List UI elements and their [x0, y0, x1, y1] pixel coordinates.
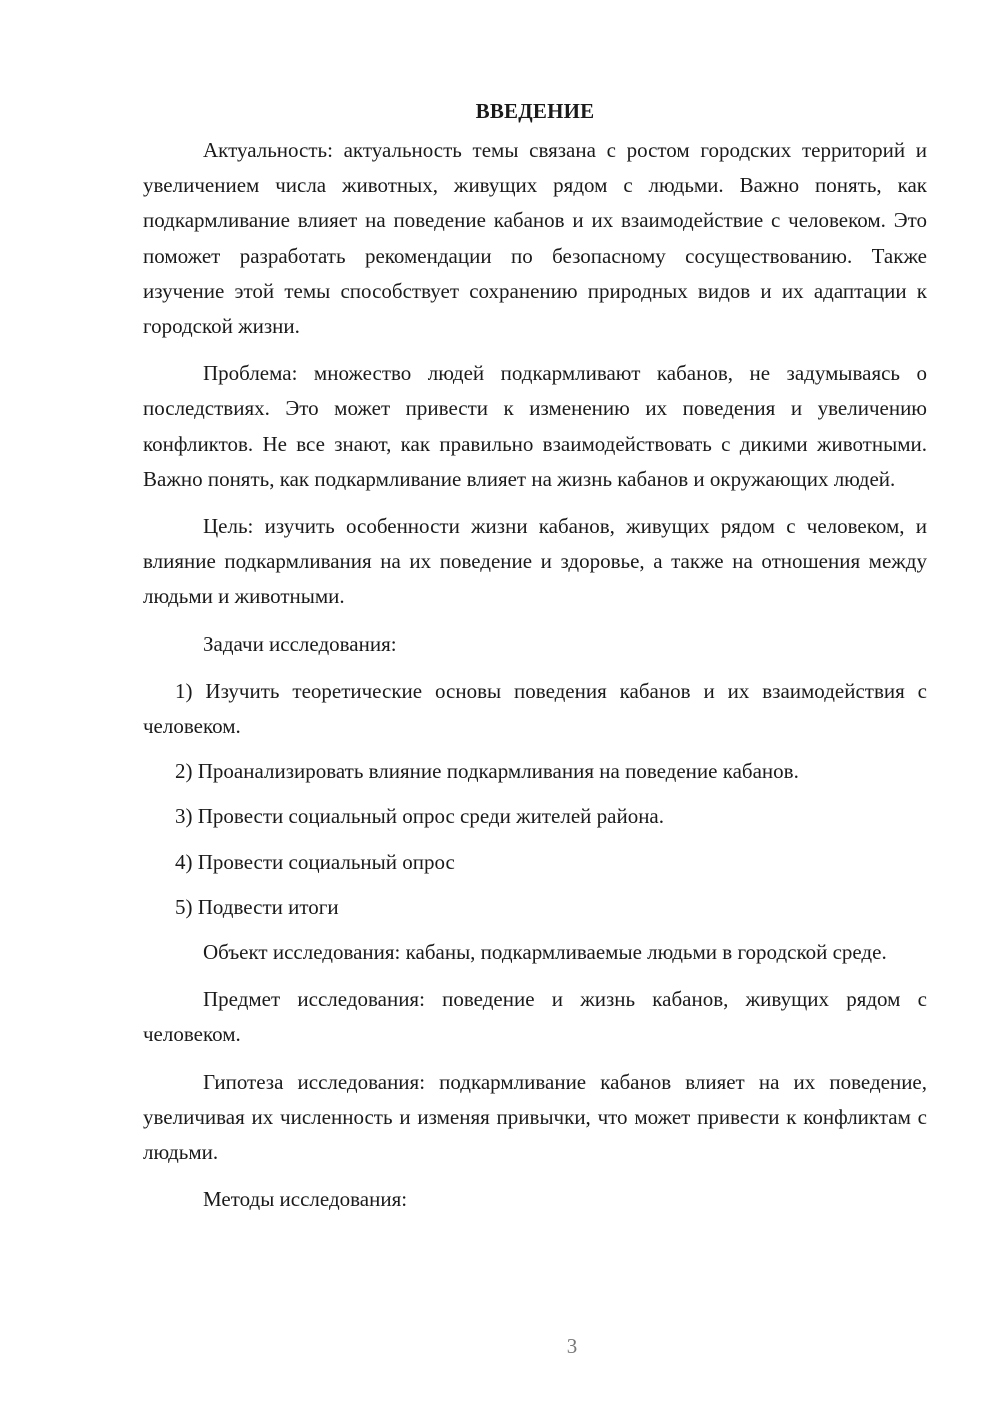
list-item: 5) Подвести итоги	[175, 894, 339, 919]
subject-paragraph: Предмет исследования: поведение и жизнь кабанов, живущих рядом с человеком.	[143, 987, 927, 1047]
methods-heading: Методы исследования:	[203, 1187, 408, 1212]
section-title: ВВЕДЕНИЕ	[475, 99, 595, 123]
problem-paragraph: Проблема: множество людей подкармливают кабанов, не задумываясь о последствиях. Это может привести к изменению их поведения и увеличению конфликтов. Не все знают, как правильно взаимодействовать с дикими животными. Важно понять, как подкармливание влияет на жизнь кабанов и окружающих людей.	[143, 361, 927, 491]
goal-paragraph: Цель: изучить особенности жизни кабанов, живущих рядом с человеком, и влияние подкармливания на их поведение и здоровье, а также на отношения между людьми и животными.	[143, 514, 927, 609]
list-item: 3) Провести социальный опрос среди жителей района.	[175, 804, 664, 829]
page-content	[143, 96, 927, 1229]
relevance-paragraph: Актуальность: актуальность темы связана с ростом городских территорий и увеличением числа животных, живущих рядом с людьми. Важно понять, как подкармливание влияет на поведение кабанов и их взаимодействие с человеком. Это поможет разработать рекомендации по безопасному сосуществованию. Также изучение этой темы способствует сохранению природных видов и их адаптации к городской жизни.	[143, 138, 927, 339]
object-paragraph: Объект исследования: кабаны, подкармливаемые людьми в городской среде.	[203, 940, 887, 965]
tasks-list	[143, 674, 927, 925]
list-item: 2) Проанализировать влияние подкармливания на поведение кабанов.	[175, 759, 799, 784]
list-item: 4) Провести социальный опрос	[175, 849, 455, 874]
page-number: 3	[566, 1334, 578, 1358]
list-item: 1) Изучить теоретические основы поведения кабанов и их взаимодействия с человеком.	[143, 678, 927, 739]
tasks-heading: Задачи исследования:	[203, 631, 397, 656]
hypothesis-paragraph: Гипотеза исследования: подкармливание кабанов влияет на их поведение, увеличивая их численность и изменяя привычки, что может привести к конфликтам с людьми.	[143, 1069, 927, 1165]
